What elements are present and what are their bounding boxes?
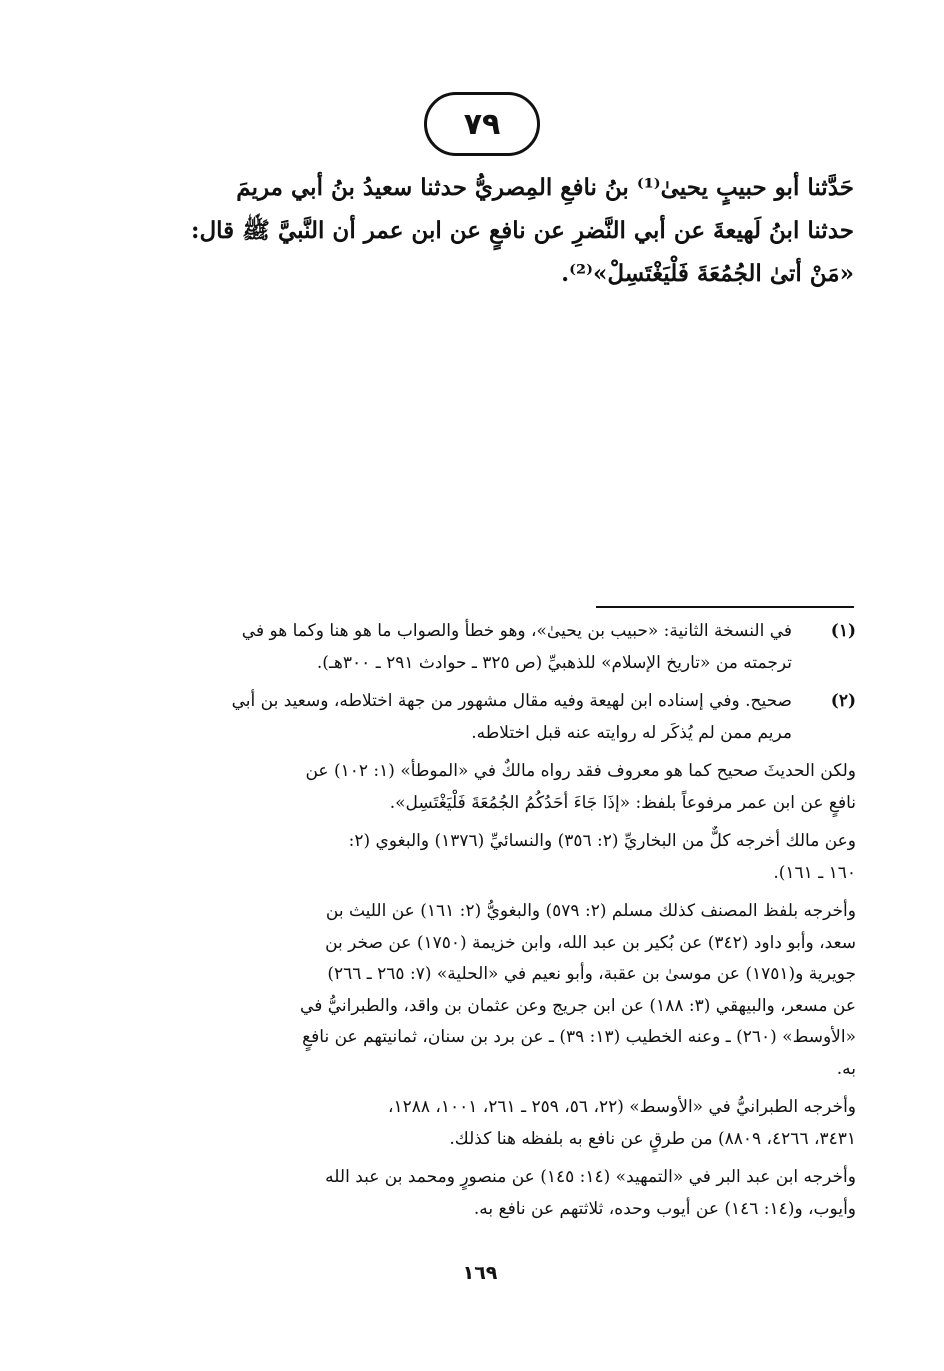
hadith-text — [112, 166, 854, 295]
footnote-2-continuation — [106, 756, 856, 1225]
footnote-line: نافعٍ عن ابن عمر مرفوعاً بلفظ: «إذَا جَاءَ أحَدُكُمُ الجُمُعَةَ فَلْيَغْتَسِل». — [389, 792, 856, 813]
footnote-line: وأيوب، و(١٤: ١٤٦) عن أيوب وحده، ثلاثتهم عن نافع به. — [473, 1198, 856, 1219]
footnote-line: ولكن الحديثَ صحيح كما هو معروف فقد رواه مالكٌ في «الموطأ» (١: ١٠٢) عن — [305, 761, 856, 781]
footnote-paragraph — [106, 1162, 856, 1225]
footnotes — [106, 616, 856, 1232]
footnote-line: صحيح. وفي إسناده ابن لهيعة وفيه مقال مشهور من جهة اختلاطه، وسعيد بن أبي — [231, 691, 792, 711]
page-number: ١٦٩ — [462, 1262, 498, 1284]
footnote-line: جويرية و(١٧٥١) عن موسىٰ بن عقبة، وأبو نعيم في «الحلية» (٧: ٢٦٥ ـ ٢٦٦) — [327, 964, 856, 984]
footnote-paragraph — [106, 826, 856, 889]
footnote-line: وعن مالك أخرجه كلٌّ من البخاريِّ (٢: ٣٥٦) والنسائيِّ (١٣٧٦) والبغوي (٢: — [348, 831, 856, 851]
footnote-2 — [106, 686, 856, 749]
hadith-text-line: حدثنا ابنُ لَهيعةَ عن أبي النَّضرِ عن نافعٍ عن ابن عمر أن النَّبيَّ ﷺ قال: — [190, 217, 854, 244]
hadith-number-badge — [424, 92, 540, 156]
footnote-paragraph — [106, 756, 856, 819]
footnote-paragraph — [106, 896, 856, 1085]
footnote-line: سعد، وأبو داود (٣٤٢) عن بُكير بن عبد الله، وابن خزيمة (١٧٥٠) عن صخر بن — [325, 932, 856, 953]
footnote-paragraph — [106, 1092, 856, 1155]
footnote-1 — [106, 616, 856, 679]
footnote-number: (٢) — [830, 691, 856, 711]
footnote-line: وأخرجه الطبرانيُّ في «الأوسط» (٢٢، ٥٦، ٢٥٩ ـ ٢٦١، ١٠٠١، ١٢٨٨، — [387, 1097, 856, 1117]
hadith-text-line: حَدَّثنا أبو حبيبٍ يحيىٰ⁽¹⁾ بنُ نافعِ المِصريُّ حدثنا سعيدُ بنُ أبي مريمَ — [236, 174, 854, 201]
footnote-number: (١) — [830, 621, 856, 641]
footnote-paragraph — [106, 616, 792, 679]
footnote-line: عن مسعر، والبيهقي (٣: ١٨٨) عن ابن جريج وعن عثمان بن واقد، والطبرانيُّ في — [300, 995, 856, 1016]
footnote-paragraph — [106, 686, 792, 749]
footnote-separator — [596, 606, 854, 608]
footnote-line: ترجمته من «تاريخ الإسلام» للذهبيِّ (ص ٣٢٥ ـ حوادث ٢٩١ ـ ٣٠٠هـ). — [316, 652, 792, 673]
footnote-line: «الأوسط» (٢٦٠) ـ وعنه الخطيب (١٣: ٣٩) ـ عن برد بن سنان، ثمانيتهم عن نافعٍ — [302, 1027, 856, 1047]
footnote-line: وأخرجه بلفظ المصنف كذلك مسلم (٢: ٥٧٩) والبغويُّ (٢: ١٦١) عن الليث بن — [325, 901, 856, 921]
hadith-number: ٧٩ — [463, 106, 501, 142]
footnote-line: ٣٤٣١، ٤٢٦٦، ٨٨٠٩) من طرقٍ عن نافع به بلفظه هنا كذلك. — [449, 1128, 856, 1149]
footnote-line: به. — [836, 1058, 856, 1079]
footnote-line: مريم ممن لم يُذكَر له روايته عنه قبل اختلاطه. — [471, 722, 792, 743]
hadith-text-line: «مَنْ أتىٰ الجُمُعَةَ فَلْيَغْتَسِلْ»⁽²⁾. — [561, 260, 854, 287]
footnote-line: في النسخة الثانية: «حبيب بن يحيىٰ»، وهو خطأ والصواب ما هو هنا وكما هو في — [241, 621, 792, 641]
footnote-line: وأخرجه ابن عبد البر في «التمهيد» (١٤: ١٤٥) عن منصورٍ ومحمد بن عبد الله — [325, 1167, 856, 1187]
footnote-line: ١٦٠ ـ ١٦١). — [773, 862, 856, 883]
